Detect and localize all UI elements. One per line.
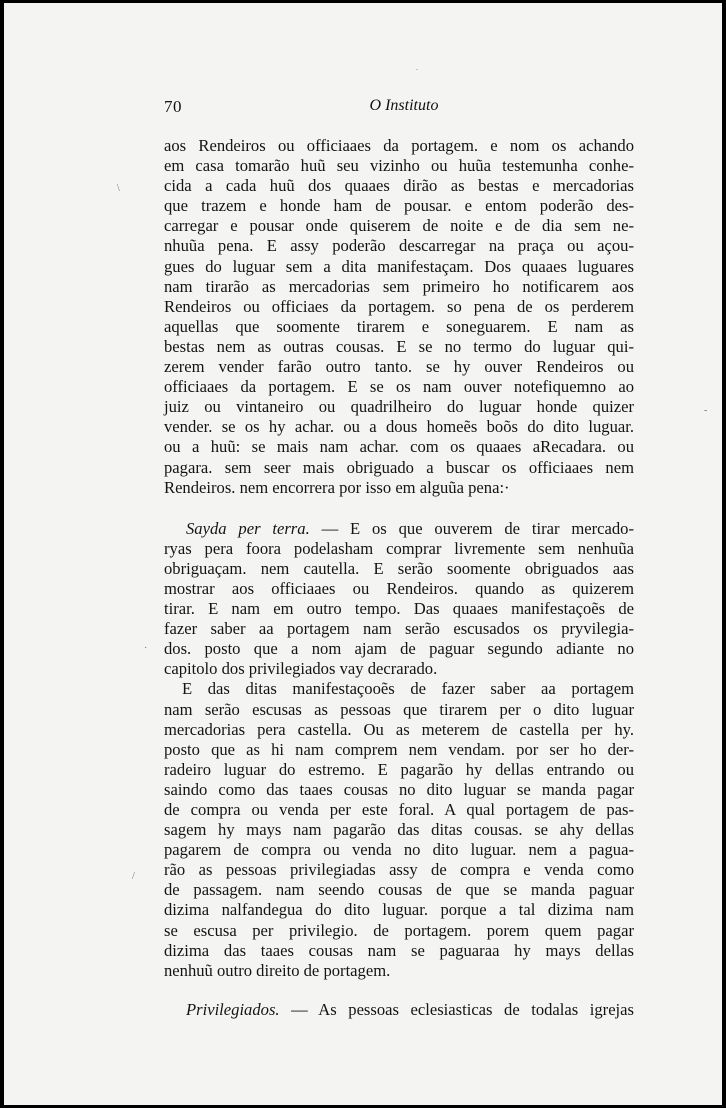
section-heading: Privilegiados.	[186, 999, 280, 1019]
text-line: nenhuũ outro direito de portagem.	[164, 960, 391, 980]
text-line: officiaaes da portagem. E se os nam ouver notefiquemno ao	[164, 377, 634, 397]
page-header	[164, 97, 634, 121]
text-line: de compra ou venda per este foral. A qual portagem de pas-	[164, 800, 634, 819]
scan-speck: .	[416, 63, 418, 72]
text-line: em casa tomarão huũ seu vizinho ou huũa testemunha conhe-	[164, 156, 634, 176]
paragraph-castella	[164, 679, 634, 980]
text-line	[164, 1000, 634, 1020]
paragraph-rendeiros	[164, 136, 634, 498]
text-line: Rendeiros ou officiaes da portagem. so pena de os perderem	[164, 296, 634, 316]
text-line: nhuũa pena. E assy poderão descarregar na praça ou açou-	[164, 236, 634, 256]
text-run: — As pessoas eclesiasticas de todalas igrejas	[279, 999, 634, 1019]
text-line: radeiro luguar do estremo. E pagarão hy dellas entrando ou	[164, 759, 634, 779]
text-line: se escusa per privilegio. de portagem. porem quem pagar	[164, 920, 634, 940]
paragraph-gap	[164, 981, 634, 1000]
text-line: Rendeiros. nem encorrera por isso em alguũa pena:·	[164, 477, 510, 497]
text-line: ryas pera foora podelasham comprar livremente sem nenhuũa	[164, 538, 634, 558]
paragraph-sayda-per-terra	[164, 519, 634, 680]
text-line: cida a cada huũ dos quaaes dirão as bestas e mercadorias	[164, 176, 634, 196]
section-heading: Sayda per terra.	[186, 518, 310, 538]
text-line: bestas nem as outras cousas. E se no termo do luguar qui-	[164, 336, 634, 356]
text-line: fazer saber aa portagem nam serão escusados os pryvilegia-	[164, 619, 634, 639]
text-line: carregar e pousar onde quiserem de noite e de dia sem ne-	[164, 216, 634, 236]
running-title: O Instituto	[369, 97, 439, 114]
paragraph-privilegiados	[164, 1000, 634, 1020]
text-line: mercadorias pera castella. Ou as meterem de castella per hy.	[164, 719, 634, 739]
text-line: dizima nalfandegua do dito luguar. porque a tal dizima nam	[164, 900, 634, 920]
text-line: nam tirarão as mercadorias sem primeiro ho notificarem aos	[164, 276, 634, 296]
text-line: rão as pessoas privilegiadas assy de compra e venda como	[164, 860, 634, 880]
text-line: juiz ou vintaneiro ou quadrilheiro do luguar honde quizer	[164, 397, 634, 417]
text-line: gues do luguar sem a dita manifestaçam. Dos quaaes luguares	[164, 256, 634, 276]
text-line: obriguaçam. nem cautella. E serão soomente obriguados aas	[164, 558, 634, 578]
scan-speck: ·	[144, 643, 148, 654]
text-line: dizima das taaes cousas nam se paguaraa hy mays dellas	[164, 940, 634, 960]
text-line: capitolo dos privilegiados vay decrarado.	[164, 659, 438, 679]
text-run: — E os que ouverem de tirar mercado-	[309, 518, 634, 538]
text-line: mostrar aos officiaaes ou Rendeiros. quando as quizerem	[164, 578, 634, 598]
scan-speck: /	[132, 871, 135, 882]
page-number: 70	[164, 97, 182, 116]
text-line: tirar. E nam em outro tempo. Das quaaes manifestaçoẽs de	[164, 599, 634, 619]
scan-speck: \	[117, 183, 120, 194]
text-line: de passagem. nam seendo cousas de que se manda paguar	[164, 880, 634, 900]
text-line: ou a huũ: se mais nam achar. com os quaaes aRecadara. ou	[164, 437, 634, 457]
text-line: sagem hy mays nam pagarão das ditas cousas. se ahy dellas	[164, 820, 634, 840]
text-line: que trazem e honde ham de pousar. e entom poderão des-	[164, 196, 634, 216]
text-line: aos Rendeiros ou officiaaes da portagem. e nom os achando	[164, 136, 634, 155]
text-line: E das ditas manifestaçooẽs de fazer saber aa portagem	[182, 679, 634, 699]
text-line: pagarem de compra ou venda no dito luguar. nem a pagua-	[164, 840, 634, 860]
text-line: dos. posto que a nom ajam de paguar segundo adiante no	[164, 639, 634, 659]
text-line: aquellas que soomente tirarem e soneguarem. E nam as	[164, 316, 634, 336]
text-line: pagara. sem seer mais obriguado a buscar os officiaaes nem	[164, 457, 634, 477]
body-text	[164, 136, 634, 1020]
text-line: saindo como das taaes cousas no dito luguar se manda pagar	[164, 779, 634, 799]
text-line: vender. se os hy achar. ou a dous homeẽs boõs do dito luguar.	[164, 417, 634, 437]
paragraph-gap	[164, 498, 634, 519]
text-line: nam serão escusas as pessoas que tirarem per o dito luguar	[164, 699, 634, 719]
text-line: posto que as hi nam comprem nem vendam. por ser ho der-	[164, 739, 634, 759]
scan-speck: -	[704, 405, 708, 416]
text-line	[164, 519, 634, 539]
text-line: zerem vender farão outro tanto. se hy ouver Rendeiros ou	[164, 357, 634, 377]
document-page	[4, 3, 722, 1105]
